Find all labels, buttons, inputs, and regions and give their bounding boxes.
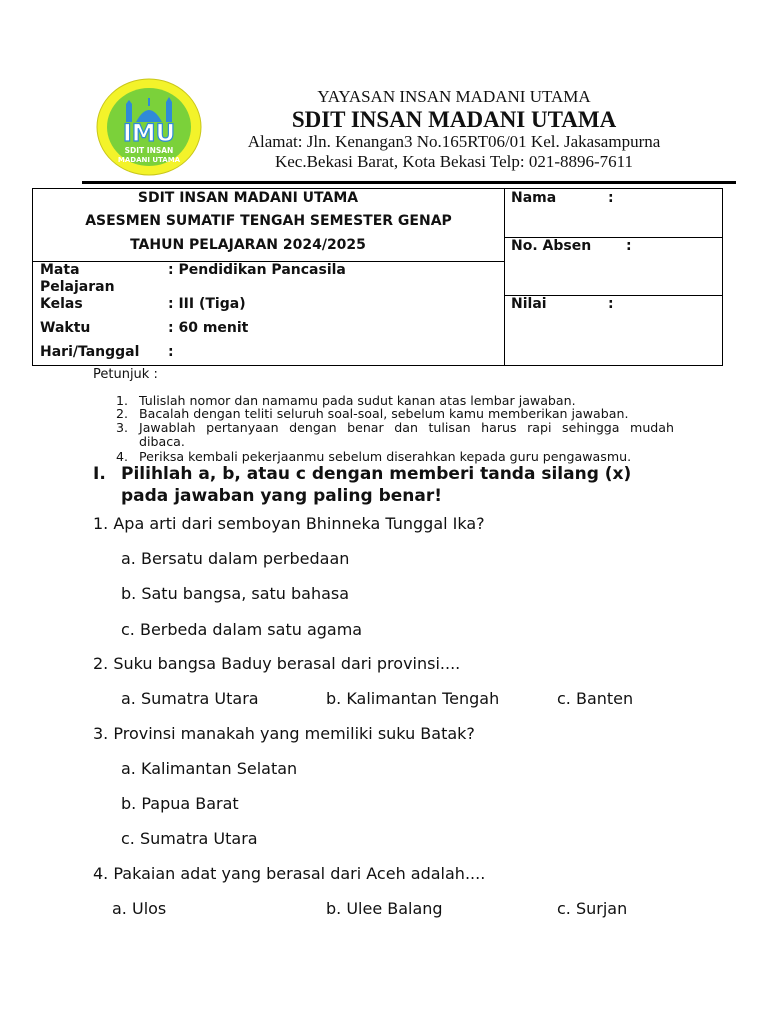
foundation-name: YAYASAN INSAN MADANI UTAMA [317, 87, 591, 106]
question-4-option-b[interactable]: b. Ulee Balang [326, 899, 443, 918]
label-date: Hari/Tanggal [40, 344, 140, 360]
exam-title: ASESMEN SUMATIF TENGAH SEMESTER GENAP [85, 213, 452, 229]
question-2-option-a[interactable]: a. Sumatra Utara [121, 689, 259, 708]
label-name: Nama [511, 190, 557, 206]
question-1: 1. Apa arti dari semboyan Bhinneka Tunggal Ika? [93, 514, 485, 533]
question-4-option-c[interactable]: c. Surjan [557, 899, 628, 918]
question-2: 2. Suku bangsa Baduy berasal dari provinsi.... [93, 654, 461, 673]
value-class: : III (Tiga) [168, 296, 246, 312]
logo-ring-text-2: MADANI UTAMA [117, 156, 181, 164]
exam-school: SDIT INSAN MADANI UTAMA [137, 190, 359, 206]
section-number: I. [93, 464, 106, 484]
instruction-num-3: 3. [116, 420, 129, 435]
question-1-option-a[interactable]: a. Bersatu dalam perbedaan [121, 549, 350, 568]
label-subject-line1: Mata [40, 262, 80, 278]
question-3-option-a[interactable]: a. Kalimantan Selatan [121, 759, 298, 778]
label-score: Nilai [511, 296, 547, 312]
instruction-text-2: Bacalah dengan teliti seluruh soal-soal, sebelum kamu memberikan jawaban. [139, 406, 629, 421]
absence-number-field[interactable]: : [626, 238, 632, 254]
instruction-num-1: 1. [116, 393, 129, 408]
instruction-text-3-cont: dibaca. [139, 434, 185, 449]
value-time: : 60 menit [168, 320, 249, 336]
question-3-option-b[interactable]: b. Papua Barat [121, 794, 239, 813]
instruction-text-3: Jawablah pertanyaan dengan benar dan tulisan harus rapi sehingga mudah [139, 420, 674, 435]
score-field[interactable]: : [608, 296, 614, 312]
question-3-option-c[interactable]: c. Sumatra Utara [121, 829, 258, 848]
school-logo [96, 78, 202, 176]
value-date: : [168, 344, 174, 360]
question-3: 3. Provinsi manakah yang memiliki suku Batak? [93, 724, 475, 743]
school-name: SDIT INSAN MADANI UTAMA [291, 107, 617, 132]
question-1-option-b[interactable]: b. Satu bangsa, satu bahasa [121, 584, 350, 603]
label-absence-number: No. Absen [511, 238, 592, 254]
question-1-option-c[interactable]: c. Berbeda dalam satu agama [121, 620, 363, 639]
label-time: Waktu [40, 320, 91, 336]
name-field[interactable]: : [608, 190, 614, 206]
question-4: 4. Pakaian adat yang berasal dari Aceh adalah.... [93, 864, 486, 883]
section-instruction-line1: Pilihlah a, b, atau c dengan memberi tanda silang (x) [121, 464, 632, 484]
label-subject-line2: Pelajaran [40, 279, 115, 295]
logo-ring-text-1: SDIT INSAN [124, 146, 174, 155]
logo-text: IMU [122, 119, 176, 147]
section-instruction-line2: pada jawaban yang paling benar! [121, 486, 442, 506]
question-2-option-c[interactable]: c. Banten [557, 689, 634, 708]
exam-year: TAHUN PELAJARAN 2024/2025 [130, 237, 366, 253]
question-4-option-a[interactable]: a. Ulos [112, 899, 167, 918]
value-subject: : Pendidikan Pancasila [168, 262, 346, 278]
instruction-text-1: Tulislah nomor dan namamu pada sudut kanan atas lembar jawaban. [139, 393, 576, 408]
letterhead-divider [82, 181, 736, 184]
label-subject [40, 262, 115, 296]
instruction-num-4: 4. [116, 449, 129, 464]
instruction-text-4: Periksa kembali pekerjaanmu sebelum diserahkan kepada guru pengawasmu. [139, 449, 632, 464]
school-city-phone: Kec.Bekasi Barat, Kota Bekasi Telp: 021-8896-7611 [274, 152, 634, 171]
instruction-num-2: 2. [116, 406, 129, 421]
question-2-option-b[interactable]: b. Kalimantan Tengah [326, 689, 500, 708]
student-info-box [504, 188, 723, 366]
school-address: Alamat: Jln. Kenangan3 No.165RT06/01 Kel. Jakasampurna [247, 132, 661, 151]
label-class: Kelas [40, 296, 83, 312]
instructions-title: Petunjuk : [93, 367, 158, 382]
